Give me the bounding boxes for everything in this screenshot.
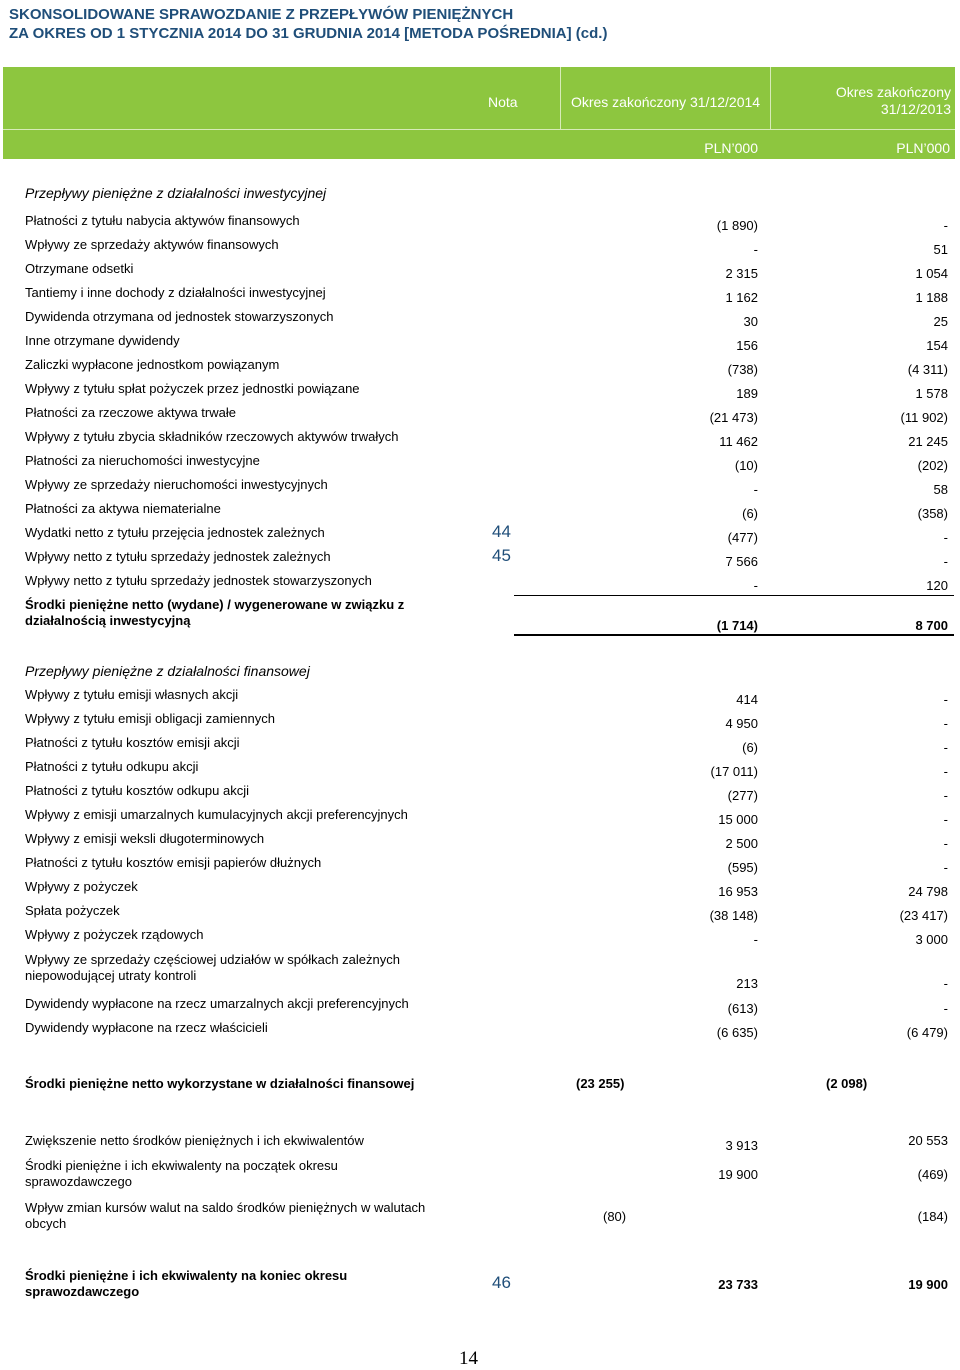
row-label: Dywidenda otrzymana od jednostek stowarzyszonych	[25, 309, 334, 324]
value-2013: 154	[926, 338, 948, 353]
value-2013: -	[943, 740, 948, 755]
value-2014: (6 635)	[716, 1025, 758, 1040]
investing-total-top-rule	[514, 595, 954, 596]
row-label: Wpływy z pożyczek	[25, 879, 138, 894]
opening-cash-2014: 19 900	[718, 1167, 758, 1182]
table-row	[0, 501, 960, 527]
row-label: Inne otrzymane dywidendy	[25, 333, 180, 348]
table-row	[0, 855, 960, 881]
financing-total-label: Środki pieniężne netto wykorzystane w działalności finansowej	[25, 1076, 415, 1091]
row-label: Wpływy z tytułu emisji obligacji zamiennych	[25, 711, 275, 726]
value-2014: -	[753, 242, 758, 257]
table-row	[0, 759, 960, 785]
value-2013: -	[943, 1001, 948, 1016]
statement-title-line1: SKONSOLIDOWANE SPRAWOZDANIE Z PRZEPŁYWÓW PIENIĘŻNYCH	[9, 6, 514, 23]
table-row	[0, 453, 960, 479]
investing-total-label-line1: Środki pieniężne netto (wydane) / wygenerowane w związku z	[25, 597, 405, 612]
table-row	[0, 903, 960, 929]
closing-cash-note: 46	[492, 1273, 511, 1292]
row-label: Płatności za aktywa niematerialne	[25, 501, 221, 516]
value-2014: (477)	[727, 530, 758, 545]
table-row	[0, 1020, 960, 1046]
note-column-header: Nota	[488, 94, 518, 110]
row-label: Dywidendy wypłacone na rzecz właścicieli	[25, 1020, 268, 1035]
value-2013: 120	[926, 578, 948, 593]
table-row	[0, 711, 960, 737]
row-label: Dywidendy wypłacone na rzecz umarzalnych akcji preferencyjnych	[25, 996, 409, 1011]
row-label: Płatności za rzeczowe aktywa trwałe	[25, 405, 236, 420]
closing-cash-label-line1: Środki pieniężne i ich ekwiwalenty na koniec okresu	[25, 1268, 348, 1283]
row-label: Wpływy netto z tytułu sprzedaży jednostek stowarzyszonych	[25, 573, 372, 588]
value-2014: 16 953	[718, 884, 758, 899]
partial-sale-2013: -	[943, 976, 948, 991]
period-2014-header: Okres zakończony 31/12/2014	[570, 94, 761, 110]
fx-effect-2014: (80)	[603, 1209, 627, 1224]
financing-total-2014: (23 255)	[576, 1076, 625, 1091]
value-2014: (6)	[742, 506, 758, 521]
value-2013: 3 000	[915, 932, 948, 947]
value-2013: -	[943, 530, 948, 545]
value-2013: -	[943, 218, 948, 233]
table-row	[0, 831, 960, 857]
row-label: Płatności z tytułu kosztów emisji papierów dłużnych	[25, 855, 322, 870]
row-label: Spłata pożyczek	[25, 903, 120, 918]
value-2013: -	[943, 836, 948, 851]
value-2013: 25	[933, 314, 948, 329]
investing-total-bottom-rule	[514, 634, 954, 636]
value-2014: (595)	[727, 860, 758, 875]
closing-cash-label	[25, 1268, 347, 1300]
value-2013: 1 188	[915, 290, 948, 305]
value-2013: -	[943, 860, 948, 875]
table-row	[0, 357, 960, 383]
column-header-band	[3, 67, 955, 159]
opening-cash-label	[25, 1158, 338, 1190]
fx-effect-2013: (184)	[917, 1209, 948, 1224]
value-2013: (6 479)	[906, 1025, 948, 1040]
table-row	[0, 213, 960, 239]
value-2014: 30	[743, 314, 758, 329]
row-label: Wpływy netto z tytułu sprzedaży jednostek zależnych	[25, 549, 331, 564]
value-2014: 2 500	[725, 836, 758, 851]
row-label: Wpływy z pożyczek rządowych	[25, 927, 204, 942]
value-2013: -	[943, 788, 948, 803]
row-label: Płatności z tytułu nabycia aktywów finansowych	[25, 213, 300, 228]
partial-sale-label-line2: niepowodującej utraty kontroli	[25, 968, 197, 983]
value-2014: (738)	[727, 362, 758, 377]
value-2014: (613)	[727, 1001, 758, 1016]
value-2014: (21 473)	[709, 410, 758, 425]
value-2013: -	[943, 692, 948, 707]
period-2013-header-line1: Okres zakończony	[835, 84, 951, 100]
closing-cash-2013: 19 900	[908, 1277, 948, 1292]
partial-sale-label-line1: Wpływy ze sprzedaży częściowej udziałów w spółkach zależnych	[25, 952, 400, 967]
row-label: Zaliczki wypłacone jednostkom powiązanym	[25, 357, 280, 372]
row-label: Płatności za nieruchomości inwestycyjne	[25, 453, 260, 468]
investing-total-label-line2: działalnością inwestycyjną	[25, 613, 191, 628]
net-increase-2014: 3 913	[725, 1138, 758, 1153]
financing-section-title: Przepływy pieniężne z działalności finansowej	[25, 663, 310, 679]
table-row	[0, 333, 960, 359]
table-row	[0, 927, 960, 953]
row-label: Wpływy z tytułu zbycia składników rzeczowych aktywów trwałych	[25, 429, 399, 444]
value-2014: (17 011)	[710, 764, 758, 779]
fx-effect-label-line1: Wpływ zmian kursów walut na saldo środków pieniężnych w walutach	[25, 1200, 426, 1215]
fx-effect-label-line2: obcych	[25, 1216, 67, 1231]
value-2014: -	[753, 578, 758, 593]
row-label: Płatności z tytułu kosztów emisji akcji	[25, 735, 240, 750]
value-2014: (10)	[734, 458, 758, 473]
value-2013: -	[943, 554, 948, 569]
closing-cash-2014: 23 733	[718, 1277, 758, 1292]
value-2013: (11 902)	[900, 410, 948, 425]
value-2013: (23 417)	[899, 908, 948, 923]
period-2013-header	[775, 84, 951, 118]
value-2013: 21 245	[908, 434, 948, 449]
partial-sale-2014: 213	[736, 976, 758, 991]
table-row	[0, 879, 960, 905]
row-label: Płatności z tytułu odkupu akcji	[25, 759, 199, 774]
table-row	[0, 735, 960, 761]
value-2013: 24 798	[908, 884, 948, 899]
row-label: Wpływy z emisji weksli długoterminowych	[25, 831, 265, 846]
value-2014: 414	[736, 692, 758, 707]
investing-total-2013: 8 700	[915, 618, 948, 633]
currency-2013-header: PLN’000	[896, 140, 950, 156]
row-label: Wpływy ze sprzedaży aktywów finansowych	[25, 237, 279, 252]
row-label: Tantiemy i inne dochody z działalności inwestycyjnej	[25, 285, 326, 300]
value-2014: (277)	[727, 788, 758, 803]
header-separator	[560, 67, 561, 129]
value-2014: 2 315	[725, 266, 758, 281]
value-2014: (1 890)	[716, 218, 758, 233]
row-label: Wpływy ze sprzedaży nieruchomości inwestycyjnych	[25, 477, 328, 492]
table-row	[0, 522, 960, 551]
value-2014: -	[753, 482, 758, 497]
value-2014: 7 566	[725, 554, 758, 569]
table-row	[0, 261, 960, 287]
closing-cash-label-line2: sprawozdawczego	[25, 1284, 140, 1299]
value-2013: -	[943, 812, 948, 827]
value-2014: 4 950	[725, 716, 758, 731]
opening-cash-2013: (469)	[917, 1167, 948, 1182]
value-2014: 15 000	[718, 812, 758, 827]
value-2013: 1 578	[915, 386, 948, 401]
value-2014: 11 462	[719, 434, 758, 449]
value-2014: 1 162	[725, 290, 758, 305]
table-row	[0, 477, 960, 503]
table-row	[0, 807, 960, 833]
fx-effect-label	[25, 1200, 425, 1232]
value-2014: 156	[736, 338, 758, 353]
financing-total-2013: (2 098)	[826, 1076, 868, 1091]
table-row	[0, 783, 960, 809]
row-note: 44	[492, 522, 511, 541]
value-2014: (6)	[742, 740, 758, 755]
row-label: Wpływy z tytułu emisji własnych akcji	[25, 687, 239, 702]
period-2013-header-line2: 31/12/2013	[880, 101, 951, 117]
value-2014: (38 148)	[709, 908, 758, 923]
partial-sale-label	[25, 952, 400, 984]
currency-2014-header: PLN’000	[704, 140, 758, 156]
row-label: Otrzymane odsetki	[25, 261, 134, 276]
table-row	[0, 996, 960, 1022]
value-2013: 1 054	[915, 266, 948, 281]
investing-total-2014: (1 714)	[716, 618, 758, 633]
value-2013: 58	[933, 482, 948, 497]
opening-cash-label-line1: Środki pieniężne i ich ekwiwalenty na początek okresu	[25, 1158, 338, 1173]
table-row	[0, 429, 960, 455]
net-increase-2013: 20 553	[908, 1133, 948, 1148]
header-separator	[770, 67, 771, 129]
page-number: 14	[459, 1348, 478, 1369]
row-note: 45	[492, 546, 511, 565]
value-2014: -	[753, 932, 758, 947]
table-row	[0, 405, 960, 431]
value-2013: (202)	[917, 458, 948, 473]
row-label: Wpływy z tytułu spłat pożyczek przez jednostki powiązane	[25, 381, 360, 396]
opening-cash-label-line2: sprawozdawczego	[25, 1174, 132, 1189]
table-row	[0, 237, 960, 263]
table-row	[0, 546, 960, 575]
investing-section-title: Przepływy pieniężne z działalności inwestycyjnej	[25, 185, 327, 201]
row-label: Płatności z tytułu kosztów odkupu akcji	[25, 783, 249, 798]
table-row	[0, 687, 960, 713]
value-2014: 189	[736, 386, 758, 401]
net-increase-label: Zwiększenie netto środków pieniężnych i ich ekwiwalentów	[25, 1133, 364, 1148]
value-2013: -	[943, 764, 948, 779]
table-row	[0, 381, 960, 407]
value-2013: (358)	[917, 506, 948, 521]
header-rule	[3, 129, 955, 130]
statement-title-line2: ZA OKRES OD 1 STYCZNIA 2014 DO 31 GRUDNIA 2014 [METODA POŚREDNIA] (cd.)	[9, 25, 608, 42]
row-label: Wpływy z emisji umarzalnych kumulacyjnych akcji preferencyjnych	[25, 807, 408, 822]
value-2013: -	[943, 716, 948, 731]
table-row	[0, 309, 960, 335]
investing-total-label	[25, 597, 404, 629]
row-label: Wydatki netto z tytułu przejęcia jednostek zależnych	[25, 525, 325, 540]
table-row	[0, 285, 960, 311]
value-2013: 51	[933, 242, 948, 257]
value-2013: (4 311)	[907, 362, 948, 377]
